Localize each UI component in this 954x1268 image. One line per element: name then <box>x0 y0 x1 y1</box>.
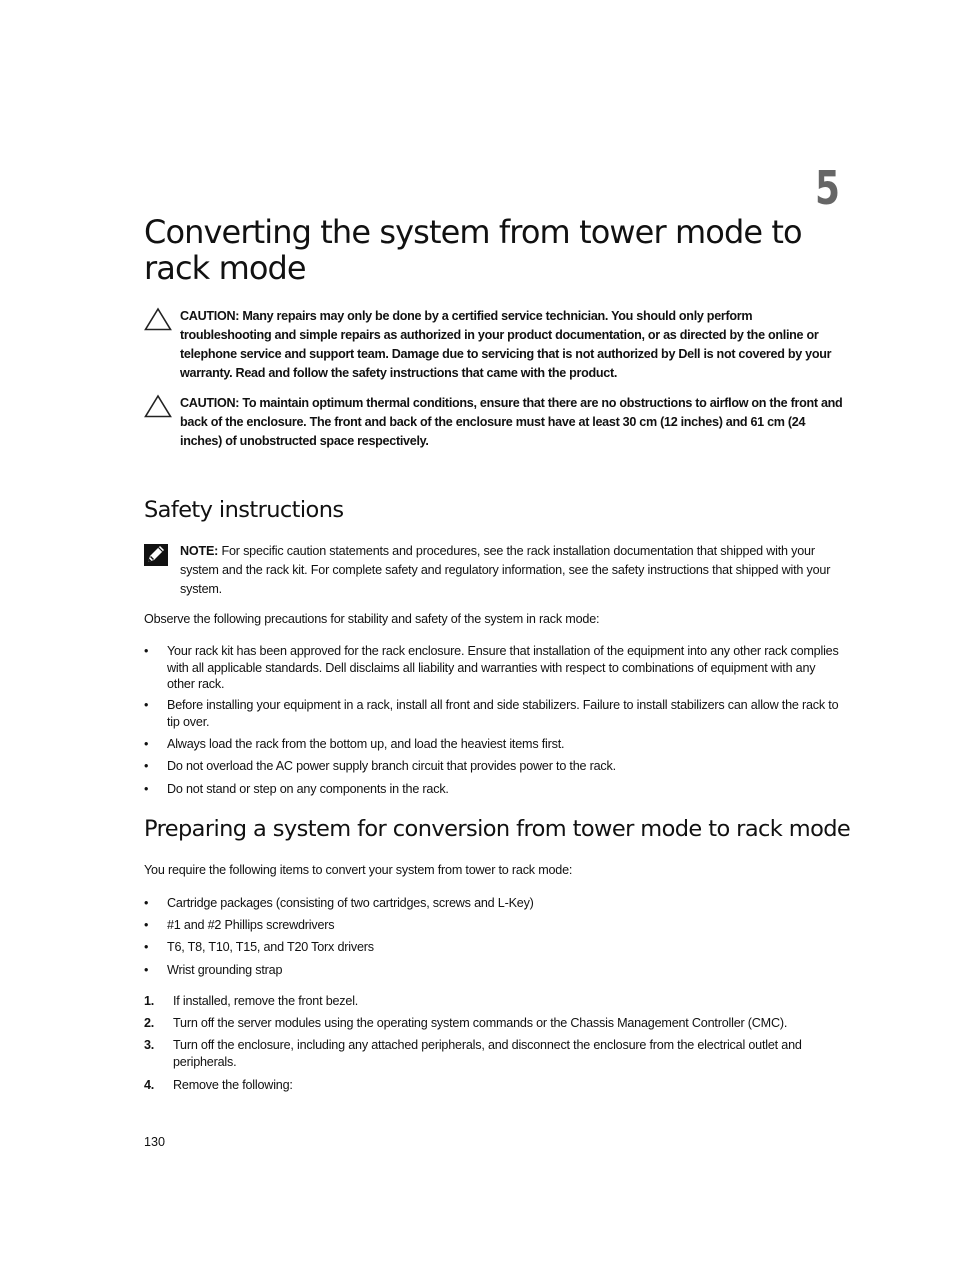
chapter-title: Converting the system from tower mode to rack mode <box>144 213 802 287</box>
bullet: • <box>144 963 149 977</box>
step-number: 4. <box>144 1078 155 1092</box>
step-number: 3. <box>144 1038 155 1052</box>
list-item-text: #1 and #2 Phillips screwdrivers <box>167 918 335 932</box>
list-item <box>144 697 844 730</box>
step-item <box>144 993 844 1010</box>
list-item-text: Do not stand or step on any components in the rack. <box>167 782 449 796</box>
step-text: Turn off the server modules using the operating system commands or the Chassis Management Controller (CMC). <box>173 1016 788 1030</box>
list-item <box>144 736 844 753</box>
list-item-text: Wrist grounding strap <box>167 963 283 977</box>
list-item-text: T6, T8, T10, T15, and T20 Torx drivers <box>167 940 374 954</box>
bullet: • <box>144 698 149 712</box>
list-item <box>144 643 844 693</box>
safety-intro: Observe the following precautions for stability and safety of the system in rack mode: <box>144 612 600 626</box>
caution-triangle-icon <box>144 394 172 418</box>
caution-text: CAUTION: To maintain optimum thermal conditions, ensure that there are no obstructions to airflow on the front and back of the enclosure. The front and back of the enclosure must have at least 30 cm (12 inches) and 61 cm (24 inches) of unobstructed space respectively. <box>180 396 843 448</box>
bullet: • <box>144 896 149 910</box>
chapter-number: 5 <box>815 161 840 215</box>
preparing-intro: You require the following items to convert your system from tower to rack mode: <box>144 863 573 877</box>
bullet: • <box>144 737 149 751</box>
bullet: • <box>144 644 149 658</box>
section-heading-preparing: Preparing a system for conversion from tower mode to rack mode <box>144 816 851 842</box>
list-item-text: Cartridge packages (consisting of two cartridges, screws and L-Key) <box>167 896 534 910</box>
note-body: For specific caution statements and procedures, see the rack installation documentation that shipped with your system and the rack kit. For complete safety and regulatory information, see the safety instructions that shipped with your system. <box>180 544 831 596</box>
bullet: • <box>144 759 149 773</box>
note-pencil-icon <box>144 544 168 566</box>
list-item <box>144 917 844 934</box>
list-item <box>144 939 844 956</box>
bullet: • <box>144 940 149 954</box>
step-item <box>144 1077 844 1094</box>
list-item-text: Before installing your equipment in a rack, install all front and side stabilizers. Failure to install stabilizers can allow the rack to tip over. <box>167 698 839 729</box>
list-item <box>144 781 844 798</box>
list-item-text: Always load the rack from the bottom up, and load the heaviest items first. <box>167 737 565 751</box>
list-item <box>144 962 844 979</box>
step-text: If installed, remove the front bezel. <box>173 994 359 1008</box>
caution-text: CAUTION: Many repairs may only be done by a certified service technician. You should only perform troubleshooting and simple repairs as authorized in your product documentation, or as directed by the online or telephone service and support team. Damage due to servicing that is not authorized by Dell is not covered by your warranty. Read and follow the safety instructions that came with the product. <box>180 309 832 380</box>
step-number: 2. <box>144 1016 155 1030</box>
step-text: Turn off the enclosure, including any attached peripherals, and disconnect the enclosure from the electrical outlet and peripherals. <box>173 1038 802 1069</box>
bullet: • <box>144 782 149 796</box>
caution-triangle-icon <box>144 307 172 331</box>
section-heading-safety: Safety instructions <box>144 497 344 523</box>
list-item-text: Do not overload the AC power supply branch circuit that provides power to the rack. <box>167 759 616 773</box>
bullet: • <box>144 918 149 932</box>
list-item <box>144 758 844 775</box>
step-item <box>144 1037 844 1070</box>
step-number: 1. <box>144 994 155 1008</box>
step-item <box>144 1015 844 1032</box>
note-text <box>180 542 844 599</box>
list-item <box>144 895 844 912</box>
list-item-text: Your rack kit has been approved for the rack enclosure. Ensure that installation of the equipment into any other rack complies with all applicable standards. Dell disclaims all liability and warranties with respect to combinations of equipment with any other rack. <box>167 644 839 691</box>
step-text: Remove the following: <box>173 1078 293 1092</box>
note-label: NOTE: <box>180 544 219 558</box>
page-number: 130 <box>144 1135 166 1149</box>
